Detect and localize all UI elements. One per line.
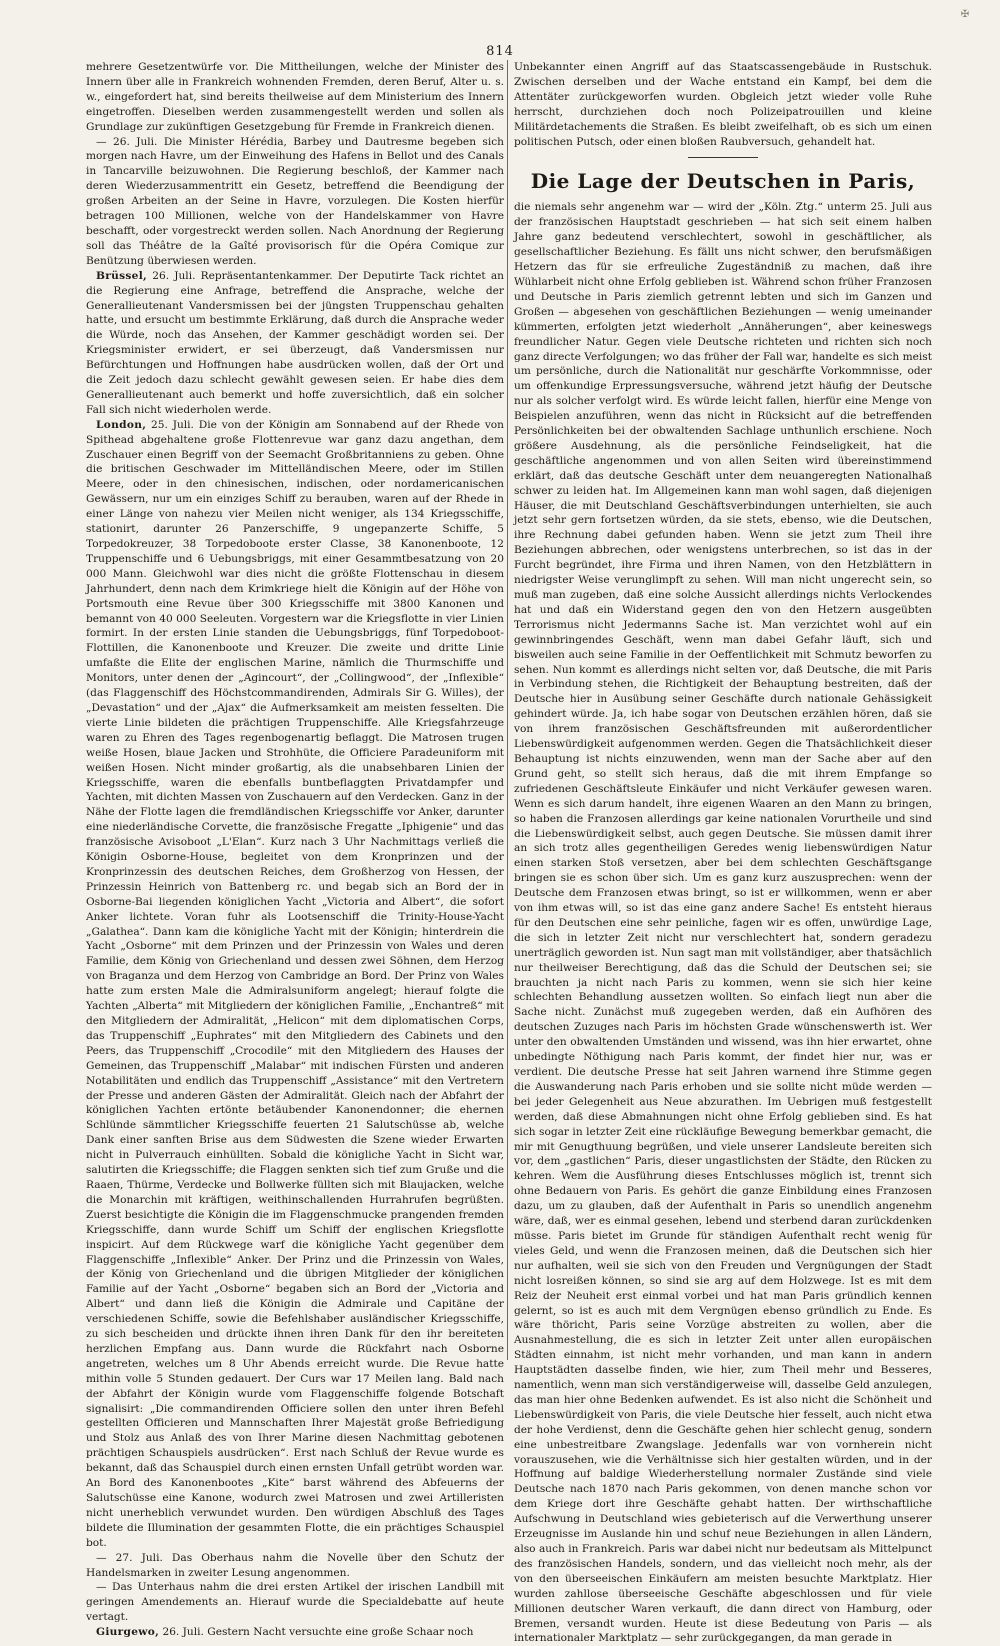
page-number: 814 <box>486 44 514 59</box>
left-column <box>86 60 505 1639</box>
column-divider <box>507 60 508 1360</box>
paragraph-text: die niemals sehr angenehm war — wird der „Köln. Ztg.“ unterm 25. Juli aus der französischen Hauptstadt geschrieben — hat sich seit einem halben Jahre ganz bedeutend verschlechtert, sowohl in geschäftlicher, als gesellschaftlicher Beziehung. Es fällt uns nicht schwer, den berufsmäßigen Hetzern das für sie erfreuliche Zugeständniß zu machen, daß ihre Wühlarbeit nicht ohne Erfolg geblieben ist. Während schon früher Franzosen und Deutsche in Paris ziemlich getrennt lebten und sich im Ganzen und Großen — abgesehen von geschäftlichen Beziehungen — wenig umeinander kümmerten, erfolgten jetzt wiederholt „Annäherungen“, aber keineswegs freundlicher Natur. Gegen viele Deutsche richteten und richten sich noch ganz directe Verfolgungen; wo das früher der Fall war, handelte es sich meist um persönliche, durch die Nationalität nur geschärfte Vorkommnisse, oder um offenkundige Erpressungsversuche, während jetzt häufig der Deutsche nur als solcher verfolgt wird. Es würde leicht fallen, hierfür eine Menge von Beispielen anzuführen, wenn das nicht in Rücksicht auf die betreffenden Persönlichkeiten bei der obwaltenden Sachlage unthunlich erschiene. Noch größere Ausdehnung, als die persönliche Feindseligkeit, hat die geschäftliche angenommen und von allen Seiten wird übereinstimmend erklärt, daß das deutsche Geschäft unter dem neuangeregten Nationalhaß schwer zu leiden hat. Im Allgemeinen kann man wohl sagen, daß diejenigen Häuser, die mit Deutschland Geschäftsverbindungen unterhielten, sie auch jetzt sehr gern fortsetzen würden, da sie stets, ebenso, wie die Deutschen, ihre Rechnung dabei gefunden haben. Wenn sie jetzt zum Theil ihre Beziehungen abbrechen, oder wenigstens unterbrechen, so ist das in der Furcht begründet, ihre Firma und ihren Namen, von den Hetzblättern in niedrigster Weise verunglimpft zu sehen. Will man nicht ungerecht sein, so muß man zugeben, daß eine solche Aussicht allerdings nichts Verlockendes hat und daß ein Widerstand gegen den von den Hetzern ausgeübten Terrorismus nicht Jedermanns Sache ist. Man verzichtet wohl auf ein gewinnbringendes Geschäft, wenn man dabei Gefahr läuft, sich und bisweilen auch seine Familie in der Oeffentlichkeit mit Schmutz beworfen zu sehen. Nun kommt es allerdings nicht selten vor, daß Deutsche, die mit Paris in Verbindung stehen, die Richtigkeit der Behauptung bestreiten, daß der Deutsche hier in Ausübung seiner Geschäfte durch nationale Gehässigkeit gehindert würde. Ja, ich habe sogar von Deutschen erzählen hören, daß sie von ihrem französischen Geschäftsfreunden mit außerordentlicher Liebenswürdigkeit aufgenommen werden. Gegen die Thatsächlichkeit dieser Behauptung ist nichts einzuwenden, wenn man der Sache aber auf den Grund geht, so stellt sich heraus, daß die mit ihrem Empfange so zufriedenen Geschäftsleute Einkäufer und nicht Verkäufer gewesen waren. Wenn es sich darum handelt, ihre eigenen Waaren an den Mann zu bringen, so haben die Franzosen allerdings gar keine nationalen Vorurtheile und sind die Liebenswürdigkeit selbst, auch gegen Deutsche. Sie müssen damit ihrer an sich trotz alles gegentheiligen Geredes wenig liebenswürdigen Natur einen starken Stoß versetzen, aber bei dem schlechten Geschäftsgange bringen sie es schon über sich. Um es ganz kurz auszusprechen: wenn der Deutsche dem Franzosen etwas bringt, so ist er willkommen, wenn er aber von ihm etwas will, so ist das eine ganz andere Sache! Es entsteht hieraus für den Deutschen eine sehr peinliche, fagen wir es offen, unwürdige Lage, die sich in letzter Zeit nicht nur verschlechtert hat, sondern geradezu unerträglich geworden ist. Nun sagt man mit vollständiger, aber thatsächlich nur theilweiser Berechtigung, daß das die Schuld der Deutschen sei; sie brauchten ja nicht nach Paris zu kommen, wenn sie sich hier keine schlechten Behandlung aussetzen wollten. So einfach liegt nun aber die Sache nicht. Zunächst muß zugegeben werden, daß ein Aufhören des deutschen Zuzuges nach Paris im höchsten Grade wünschenswerth ist. Wer unter den obwaltenden Umständen und wissend, was ihn hier erwartet, ohne unbedingte Nöthigung nach Paris kommt, der findet hier nur, was er verdient. Die deutsche Presse hat seit Jahren warnend ihre Stimme gegen die Auswanderung nach Paris erhoben und sie sollte nicht müde werden — bei jeder Gelegenheit aus Neue abzurathen. Im Uebrigen muß festgestellt werden, daß diese Abmahnungen nicht ohne Erfolg geblieben sind. Es hat sich sogar in letzter Zeit eine rückläufige Bewegung bemerkbar gemacht, die mir mit Genugthuung begrüßen, und viele unserer Landsleute bereiten sich vor, dem „gastlichen“ Paris, dieser ungastlichsten der Städte, den Rücken zu kehren. Wem die Ausführung dieses Entschlusses möglich ist, trennt sich ohne Bedauern von Paris. Es gehört die ganze Einbildung eines Franzosen dazu, um zu glauben, daß der Aufenthalt in Paris so unendlich angenehm wäre, daß, wer es einmal gesehen, lebend und sterbend daran zurückdenken müsse. Paris bietet im Grunde für ständigen Aufenthalt recht wenig für vieles Geld, und wenn die Franzosen meinen, daß die Deutschen sich hier nur aufhalten, weil sie sich von den Freuden und Vergnügungen der Stadt nicht losreißen können, so sind sie arg auf dem Holzwege. Ist es mit dem Reiz der Neuheit erst einmal vorbei und hat man Paris gründlich kennen gelernt, so ist es auch mit dem Vergnügen ebenso gründlich zu Ende. Es wäre thöricht, Paris seine Vorzüge abstreiten zu wollen, aber die Ausnahmestellung, die es sich in letzter Zeit unter allen europäischen Städten einnahm, ist nicht mehr vorhanden, und man kann in andern Hauptstädten dasselbe finden, wie hier, zum Theil mehr und Besseres, namentlich, wenn man sich verständigerweise will, dasselbe Geld anzulegen, das man hier ohne Bedenken aufwendet. Es ist also nicht die Schönheit und Liebenswürdigkeit von Paris, die viele Deutsche hier fesselt, auch nicht etwa der hohe Verdienst, denn die Geschäfte gehen hier schlecht genug, sondern eine unbestreitbare Zwangslage. Jedenfalls war von vornherein nicht vorauszusehen, wie die Verhältnisse sich hier gestalten würden, und in der Hoffnung auf baldige Wiederherstellung normaler Zustände sind viele Deutsche nach 1870 nach Paris gekommen, von denen manche schon vor dem Kriege dort ihre Geschäfte gehabt hatten. Der wirthschaftliche Aufschwung in Deutschland wies gebieterisch auf die Verwerthung unserer Erzeugnisse im Auslande hin und schuf neue Beziehungen in allen Ländern, also auch in Frankreich. Paris war dabei nicht nur bedeutsam als Mittelpunct des französischen Handels, sondern, und das vielleicht noch mehr, als der von den überseeischen Einkäufern am meisten besuchte Marktplatz. Hier wurden zahllose überseeische Geschäfte abgeschlossen und für viele Millionen deutscher Waren verkauft, die dann direct von Hamburg, oder Bremen, versandt wurden. Heute ist diese Bedeutung von Paris — als internationaler Marktplatz — sehr zurückgegangen, da man gerade in <box>514 201 932 1645</box>
paragraph-text: — Das Unterhaus nahm die drei ersten Artikel der irischen Landbill mit geringen Amendements an. Hierauf wurde die Specialdebatte auf heute vertagt. <box>86 1581 504 1624</box>
article-heading: Die Lage der Deutschen in Paris, <box>530 169 916 194</box>
dateline-giurgewo: Giurgewo, <box>96 1626 160 1639</box>
paragraph-text: 26. Juli. Repräsentantenkammer. Der Deputirte Tack richtet an die Regierung eine Anfrage, betreffend die Ansprache, welche der Generallieutenant Vandersmissen bei der jüngsten Truppenschau gehalten hatte, und ersucht um bestimmte Erklärung, daß durch die Ansprache weder die Würde, noch das Ansehen, der Kammer geschädigt worden sei. Der Kriegsminister erwidert, er sei überzeugt, daß Vandersmissen nur Befürchtungen und Hoffnungen habe ausdrücken wollen, daß der Ort und die Zeit jedoch dazu schlecht gewählt gewesen seien. Er habe dies dem Generallieutenant auch bemerkt und hoffe zuversichtlich, daß ein solcher Fall sich nicht wiederholen werde. <box>86 269 505 416</box>
paragraph-london <box>86 418 504 1551</box>
paragraph-giurgewo <box>86 1625 504 1640</box>
paragraph-text: Unbekannter einen Angriff auf das Staatscassengebäude in Rustschuk. Zwischen derselben und der Wache entstand ein Kampf, bei dem die Attentäter zurückgeworfen wurden. Obgleich jetzt wieder volle Ruhe herrscht, durchziehen doch noch Polizeipatrouillen und kleine Militärdetachements die Straßen. Es bleibt zweifelhaft, ob es sich um einen politischen Putsch, oder einen bloßen Raubversuch, gehandelt hat. <box>514 61 932 148</box>
paragraph-text: mehrere Gesetzentwürfe vor. Die Mittheilungen, welche der Minister des Innern über alle in Frankreich wohnenden Fremden, deren Beruf, Alter u. s. w., eingefordert hat, sind bereits theilweise auf dem Ministerium des Innern eingetroffen. Dieselben werden zusammengestellt werden und sollen als Grundlage zur zukünftigen Gesetzgebung für Fremde in Frankreich dienen. <box>86 61 504 133</box>
paragraph-unterhaus <box>86 1580 504 1625</box>
section-rule <box>688 157 758 158</box>
right-column <box>514 60 932 1645</box>
paragraph-continuation <box>514 60 932 149</box>
paragraph-text: 25. Juli. Die von der Königin am Sonnabend auf der Rhede von Spithead abgehaltene große Flottenrevue war ganz dazu angethan, dem Zuschauer einen Begriff von der Seemacht Großbritanniens zu geben. Ohne die britischen Geschwader im Mittelländischen Meere, oder im Stillen Meere, oder in den chinesischen, indischen, oder nordamericanischen Gewässern, nur um ein einziges Schiff zu berauben, waren auf der Rhede in einer Länge von nahezu vier Meilen nicht weniger, als 134 Kriegsschiffe, stationirt, darunter 26 Panzerschiffe, 9 ungepanzerte Schiffe, 5 Torpedokreuzer, 38 Torpedoboote erster Classe, 38 Kanonenboote, 12 Truppenschiffe und 6 Uebungsbriggs, mit einer Gesammtbesatzung von 20 000 Mann. Gleichwohl war dies nicht die größte Flottenschau in diesem Jahrhundert, denn nach dem Krimkriege hielt die Königin auf der Höhe von Portsmouth eine Revue über 300 Kriegsschiffe mit 3800 Kanonen und bemannt von 40 000 Seeleuten. Vorgestern war die Kriegsflotte in vier Linien formirt. In der ersten Linie standen die Uebungsbriggs, fünf Torpedoboot-Flottillen, die Kanonenboote und Kreuzer. Die zweite und dritte Linie umfaßte die Elite der englischen Marine, nämlich die Thurmschiffe und Monitors, unter denen der „Agincourt“, der „Collingwood“, der „Inflexible“ (das Flaggenschiff des Höchstcommandirenden, Admirals Sir G. Willes), der „Devastation“ und der „Ajax“ die Aufmerksamkeit am meisten fesselten. Die vierte Linie bildeten die prächtigen Truppenschiffe. Alle Kriegsfahrzeuge waren zu Ehren des Tages regenbogenartig beflaggt. Die Matrosen trugen weiße Hosen, blaue Jacken und Strohhüte, die Officiere Paradeuniform mit weißen Hosen. Nicht minder großartig, als die unabsehbaren Linien der Kriegsschiffe, waren die ebenfalls buntbeflaggten Privatdampfer und Yachten, mit dichten Massen von Zuschauern auf den Verdecken. Ganz in der Nähe der Flotte lagen die fremdländischen Kriegsschiffe vor Anker, darunter eine niederländische Corvette, die französische Fregatte „Iphigenie“ und das französische Avisoboot „L'Elan“. Kurz nach 3 Uhr Nachmittags verließ die Königin Osborne-House, begleitet von dem Kronprinzen und der Kronprinzessin des deutschen Reiches, dem Großherzog von Hessen, der Prinzessin Heinrich von Battenberg rc. und begab sich an Bord der in Osborne-Bai liegenden königlichen Yacht „Victoria and Albert“, die sofort Anker lichtete. Voran fuhr als Lootsenschiff die Trinity-House-Yacht „Galathea“. Dann kam die königliche Yacht mit der Königin; hinterdrein die Yacht „Osborne“ mit dem Prinzen und der Prinzessin von Wales und deren Familie, dem König von Griechenland und dessen zwei Söhnen, dem Herzog von Braganza und dem Herzog von Cambridge an Bord. Der Prinz von Wales hatte zum ersten Male die Admiralsuniform angelegt; hierauf folgte die Yachten „Alberta“ mit Mitgliedern der königlichen Familie, „Enchantreß“ mit den Mitgliedern der Admiralität, „Helicon“ mit dem diplomatischen Corps, das Truppenschiff „Euphrates“ mit den Mitgliedern des Cabinets und den Peers, das Truppenschiff „Crocodile“ mit den Mitgliedern des Hauses der Gemeinen, das Truppenschiff „Malabar“ mit indischen Fürsten und anderen Notabilitäten und endlich das Truppenschiff „Assistance“ mit den Vertretern der Presse und anderen Gästen der Admiralität. Gleich nach der Abfahrt der königlichen Yachten ertönte betäubender Kanonendonner; die ehernen Schlünde sämmtlicher Kriegsschiffe feuerten 21 Salutschüsse ab, welche Dank einer sanften Brise aus dem Südwesten die Szene wieder Erwarten nicht in Pulverrauch einhüllten. Sobald die königliche Yacht in Sicht war, salutirten die Kriegsschiffe; die Flaggen senkten sich tief zum Gruße und die Raaen, Thürme, Verdecke und Bollwerke füllten sich mit Blaujacken, welche die Monarchin mit kräftigen, weithinschallenden Hurrahrufen begrüßten. Zuerst besichtigte die Königin die im Flaggenschmucke prangenden fremden Kriegsschiffe, dann wurde Schiff um Schiff der englischen Kriegsflotte inspicirt. Auf dem Rückwege warf die königliche Yacht gegenüber dem Flaggenschiffe „Inflexible“ Anker. Der Prinz und die Prinzessin von Wales, der König von Griechenland und die übrigen Mitglieder der königlichen Familie auf der Yacht „Osborne“ begaben sich an Bord der „Victoria and Albert“ und dann ließ die Königin die Admirale und Capitäne der verschiedenen Schiffe, sowie die Befehlshaber ausländischer Kriegsschiffe, zu sich bescheiden und drückte ihnen ihren Dank für den ihr bereiteten herzlichen Empfang aus. Dann wurde die Rückfahrt nach Osborne angetreten, welches um 8 Uhr Abends erreicht wurde. Die Revue hatte mithin volle 5 Stunden gedauert. Der Curs war 17 Meilen lang. Bald nach der Abfahrt der Königin wurde vom Flaggenschiffe folgende Botschaft signalisirt: „Die commandirenden Officiere sollen den unter ihren Befehl gestellten Officieren und Mannschaften Ihrer Majestät große Befriedigung und Stolz aus Anlaß des von Ihrer Marine diesen Nachmittag gebotenen prächtigen Schauspiels ausdrücken“. Erst nach Schluß der Revue wurde es bekannt, daß das Schauspiel durch einen ernsten Unfall getrübt worden war. An Bord des Kanonenbootes „Kite“ barst während des Abfeuerns der Salutschüsse eine Kanone, wodurch zwei Matrosen und zwei Artilleristen nicht unerheblich verwundet wurden. Den würdigen Abschluß des Tages bildete die Illumination der gesammten Flotte, die ein prächtiges Schauspiel bot. <box>86 418 505 1549</box>
dateline-london: London, <box>96 418 147 431</box>
paragraph-text: 26. Juli. Gestern Nacht versuchte eine große Schaar noch <box>162 1626 474 1639</box>
paragraph-text: — 27. Juli. Das Oberhaus nahm die Novelle über den Schutz der Handelsmarken in zweiter Lesung angenommen. <box>86 1551 504 1579</box>
paragraph-oberhaus <box>86 1551 504 1581</box>
dateline-bruessel: Brüssel, <box>96 269 148 282</box>
paragraph-text: — 26. Juli. Die Minister Hérédia, Barbey und Dautresme begeben sich morgen nach Havre, um der Einweihung des Hafens in Bellot und des Canals in Tancarville beizuwohnen. Die Regierung beschloß, der Kammer nach deren Wiederzusammentritt ein Gesetz, betreffend die Beendigung der großen Arbeiten an der Seine in Havre, vorzulegen. Die Kosten hierfür betragen 100 Millionen, welche von der Handelskammer von Havre beschafft, oder vorgestreckt werden sollen. Nach Anordnung der Regierung soll das Théâtre de la Gaîté provisorisch für die Opéra Comique zur Benützung überwiesen werden. <box>86 135 504 267</box>
paragraph-paris <box>514 200 932 1646</box>
paragraph-bruessel <box>86 269 504 418</box>
paragraph-havre <box>86 135 504 269</box>
paragraph-gesetzentwuerfe <box>86 60 504 135</box>
corner-stamp: ✠ <box>960 9 970 20</box>
